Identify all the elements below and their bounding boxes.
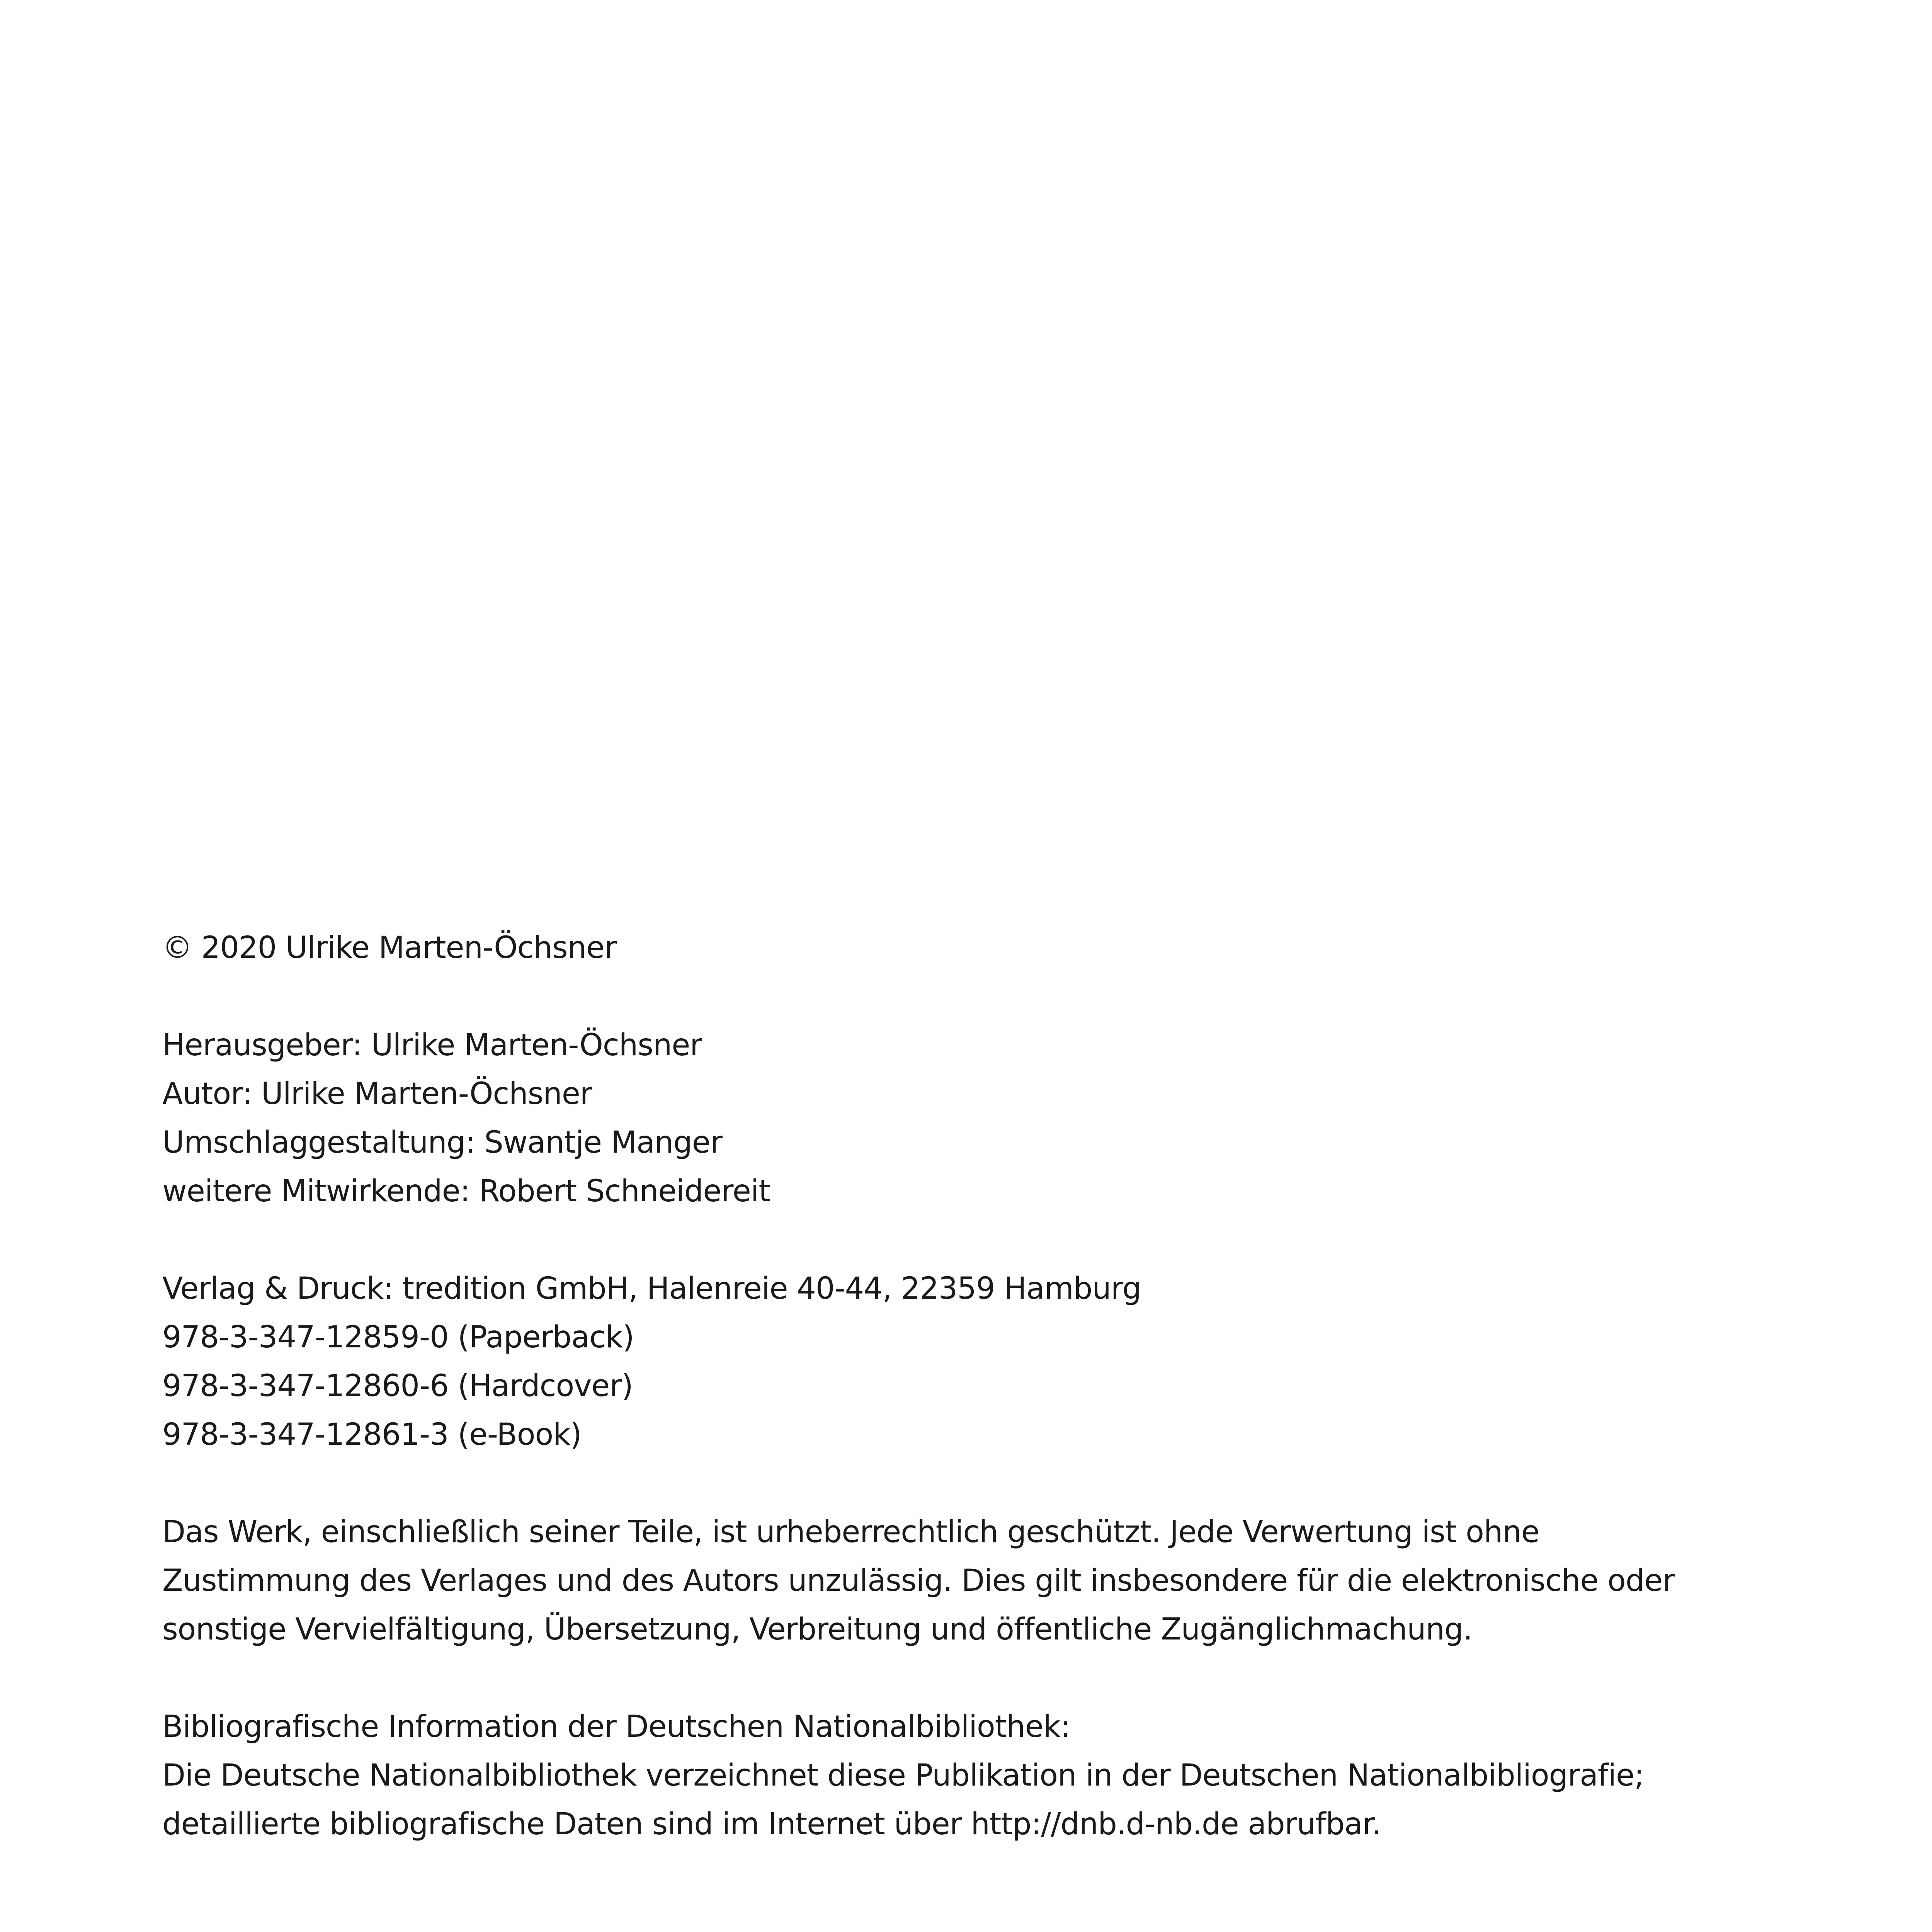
spacer xyxy=(162,1459,1862,1508)
spacer xyxy=(162,972,1862,1021)
bibliographic-heading: Bibliografische Information der Deutschen Nationalbibliothek: xyxy=(162,1709,1070,1744)
credit-author: Autor: Ulrike Marten-Öchsner xyxy=(162,1077,592,1111)
bibliographic-line-2: detaillierte bibliografische Daten sind im Internet über http://dnb.d-nb.de abrufbar. xyxy=(162,1807,1381,1842)
credit-publisher-editor: Herausgeber: Ulrike Marten-Öchsner xyxy=(162,1028,702,1063)
bibliographic-line-1: Die Deutsche Nationalbibliothek verzeichnet diese Publikation in der Deutschen Nationalbibliografie; xyxy=(162,1758,1644,1793)
credit-contributors: weitere Mitwirkende: Robert Schneidereit xyxy=(162,1174,770,1209)
rights-line-1: Das Werk, einschließlich seiner Teile, ist urheberrechtlich geschützt. Jede Verwertung ist ohne xyxy=(162,1515,1539,1549)
isbn-ebook: 978-3-347-12861-3 (e-Book) xyxy=(162,1417,582,1452)
rights-line-2: Zustimmung des Verlages und des Autors unzulässig. Dies gilt insbesondere für die elektronische oder xyxy=(162,1563,1675,1598)
credit-cover-design: Umschlaggestaltung: Swantje Manger xyxy=(162,1125,722,1160)
spacer xyxy=(162,1216,1862,1264)
imprint-block xyxy=(162,923,1862,1849)
publisher-line: Verlag & Druck: tredition GmbH, Halenreie 40-44, 22359 Hamburg xyxy=(162,1271,1141,1306)
spacer xyxy=(162,1654,1862,1702)
isbn-hardcover: 978-3-347-12860-6 (Hardcover) xyxy=(162,1369,633,1403)
rights-line-3: sonstige Vervielfältigung, Übersetzung, Verbreitung und öffentliche Zugänglichmachung. xyxy=(162,1612,1473,1647)
isbn-paperback: 978-3-347-12859-0 (Paperback) xyxy=(162,1320,634,1355)
copyright-line: © 2020 Ulrike Marten-Öchsner xyxy=(162,930,617,965)
